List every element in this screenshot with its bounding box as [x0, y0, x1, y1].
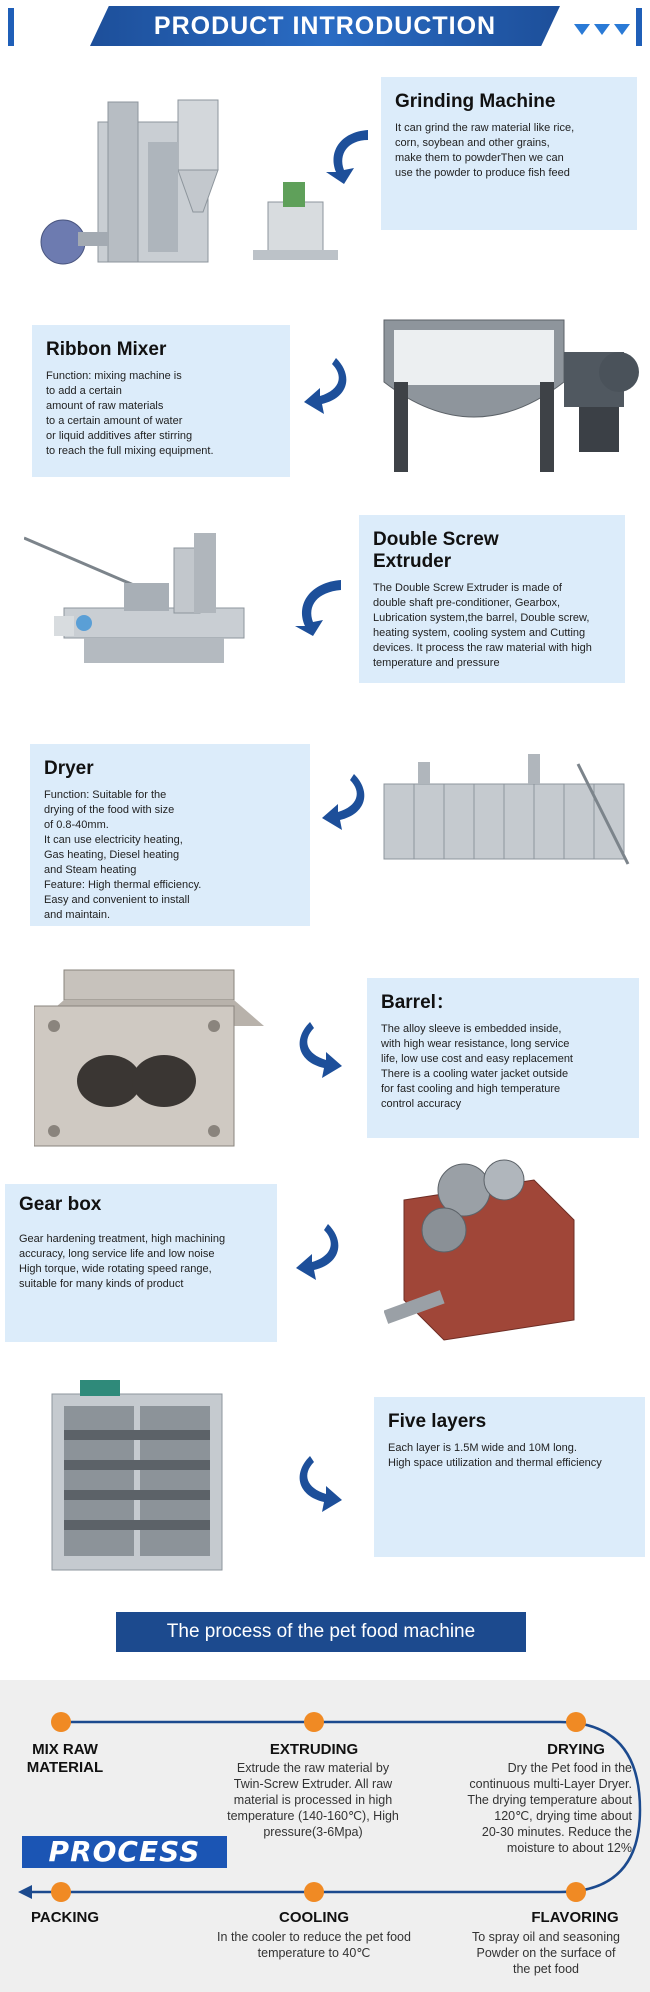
step-dot — [566, 1882, 586, 1902]
step-title-cooling: COOLING — [279, 1909, 349, 1926]
step-title-extruding: EXTRUDING — [269, 1741, 359, 1758]
header-left-bar — [8, 8, 14, 46]
process-banner: The process of the pet food machine — [116, 1612, 526, 1652]
box-text: The alloy sleeve is embedded inside, with high wear resistance, long service life, low use cost and easy replacement There is a cooling water jacket outside for fast cooling and high temperature control accuracy — [381, 1023, 573, 1110]
box-title: Ribbon Mixer — [46, 339, 167, 360]
grinding-machine-image — [28, 92, 346, 282]
curved-arrow-icon — [286, 1452, 350, 1516]
box-text: Each layer is 1.5M wide and 10M long. High space utilization and thermal efficiency — [388, 1442, 602, 1469]
dryer-image — [378, 744, 646, 884]
step-dot — [566, 1712, 586, 1732]
box-title: Double Screw Extruder — [373, 529, 499, 572]
curved-arrow-icon — [296, 354, 360, 418]
info-box-ribbon-mixer — [32, 325, 290, 477]
step-title-packing: PACKING — [30, 1909, 100, 1926]
step-desc-cooling: In the cooler to reduce the pet food temperature to 40℃ — [217, 1930, 411, 1960]
box-title: Five layers — [388, 1411, 487, 1432]
barrel-image — [34, 966, 274, 1148]
triangle-icon — [614, 24, 630, 35]
box-text: The Double Screw Extruder is made of double shaft pre-conditioner, Gearbox, Lubrication system,the barrel, Double screw, heating system, cooling system and Cutting devices. It process the raw material with high temperature and pressure — [373, 582, 592, 669]
five-layers-dryer-image — [50, 1380, 225, 1572]
box-title: Gear box — [19, 1194, 102, 1215]
box-text: Function: Suitable for the drying of the food with size of 0.8-40mm. It can use electricity heating, Gas heating, Diesel heating and Steam heating Feature: High thermal efficiency. Easy and convenient to install and maintain. — [44, 789, 202, 921]
step-dot — [304, 1712, 324, 1732]
info-box-grinding — [381, 77, 637, 230]
box-title: Grinding Machine — [395, 91, 556, 112]
box-text: Function: mixing machine is to add a certain amount of raw materials to a certain amount of water or liquid additives after stirring to reach the full mixing equipment. — [46, 370, 214, 457]
triangle-icon — [574, 24, 590, 35]
step-title-mix: MIX RAW MATERIAL — [26, 1741, 104, 1776]
info-box-five-layers — [374, 1397, 645, 1557]
curved-arrow-icon — [318, 122, 382, 186]
header-right-bar — [568, 8, 642, 46]
step-title-flavoring: FLAVORING — [531, 1909, 619, 1926]
info-box-gearbox — [5, 1184, 277, 1342]
step-dot — [51, 1712, 71, 1732]
step-title-drying: DRYING — [547, 1741, 605, 1758]
info-box-extruder — [359, 515, 625, 683]
step-desc-extruding: Extrude the raw material by Twin-Screw Extruder. All raw material is processed in high temperature (140-160℃), High pressure(3-6Mpa) — [227, 1761, 399, 1839]
info-box-barrel — [367, 978, 639, 1138]
page-title: PRODUCT INTRODUCTION — [153, 12, 497, 40]
box-text: Gear hardening treatment, high machining accuracy, long service life and low noise High torque, wide rotating speed range, suitable for many kinds of product — [19, 1233, 226, 1290]
step-desc-drying: Dry the Pet food in the continuous multi-Layer Dryer. The drying temperature about 120℃, drying time about 20-30 minutes. Reduce the moisture to about 12% — [467, 1761, 632, 1855]
box-title: Dryer — [44, 758, 94, 779]
box-title: Barrel： — [381, 992, 455, 1013]
gearbox-image — [384, 1150, 580, 1350]
process-label: PROCESS — [22, 1836, 227, 1868]
step-dot — [304, 1882, 324, 1902]
curved-arrow-icon — [287, 574, 351, 638]
step-desc-flavoring: To spray oil and seasoning Powder on the surface of the pet food — [471, 1930, 620, 1976]
info-box-dryer — [30, 744, 310, 926]
triangle-icon — [594, 24, 610, 35]
curved-arrow-icon — [288, 1220, 352, 1284]
curved-arrow-icon — [314, 770, 378, 834]
double-screw-extruder-image — [24, 528, 274, 678]
step-dot — [51, 1882, 71, 1902]
curved-arrow-icon — [286, 1018, 350, 1082]
ribbon-mixer-image — [364, 312, 650, 474]
box-text: It can grind the raw material like rice, corn, soybean and other grains, make them to powderThen we can use the powder to produce fish feed — [395, 122, 575, 179]
